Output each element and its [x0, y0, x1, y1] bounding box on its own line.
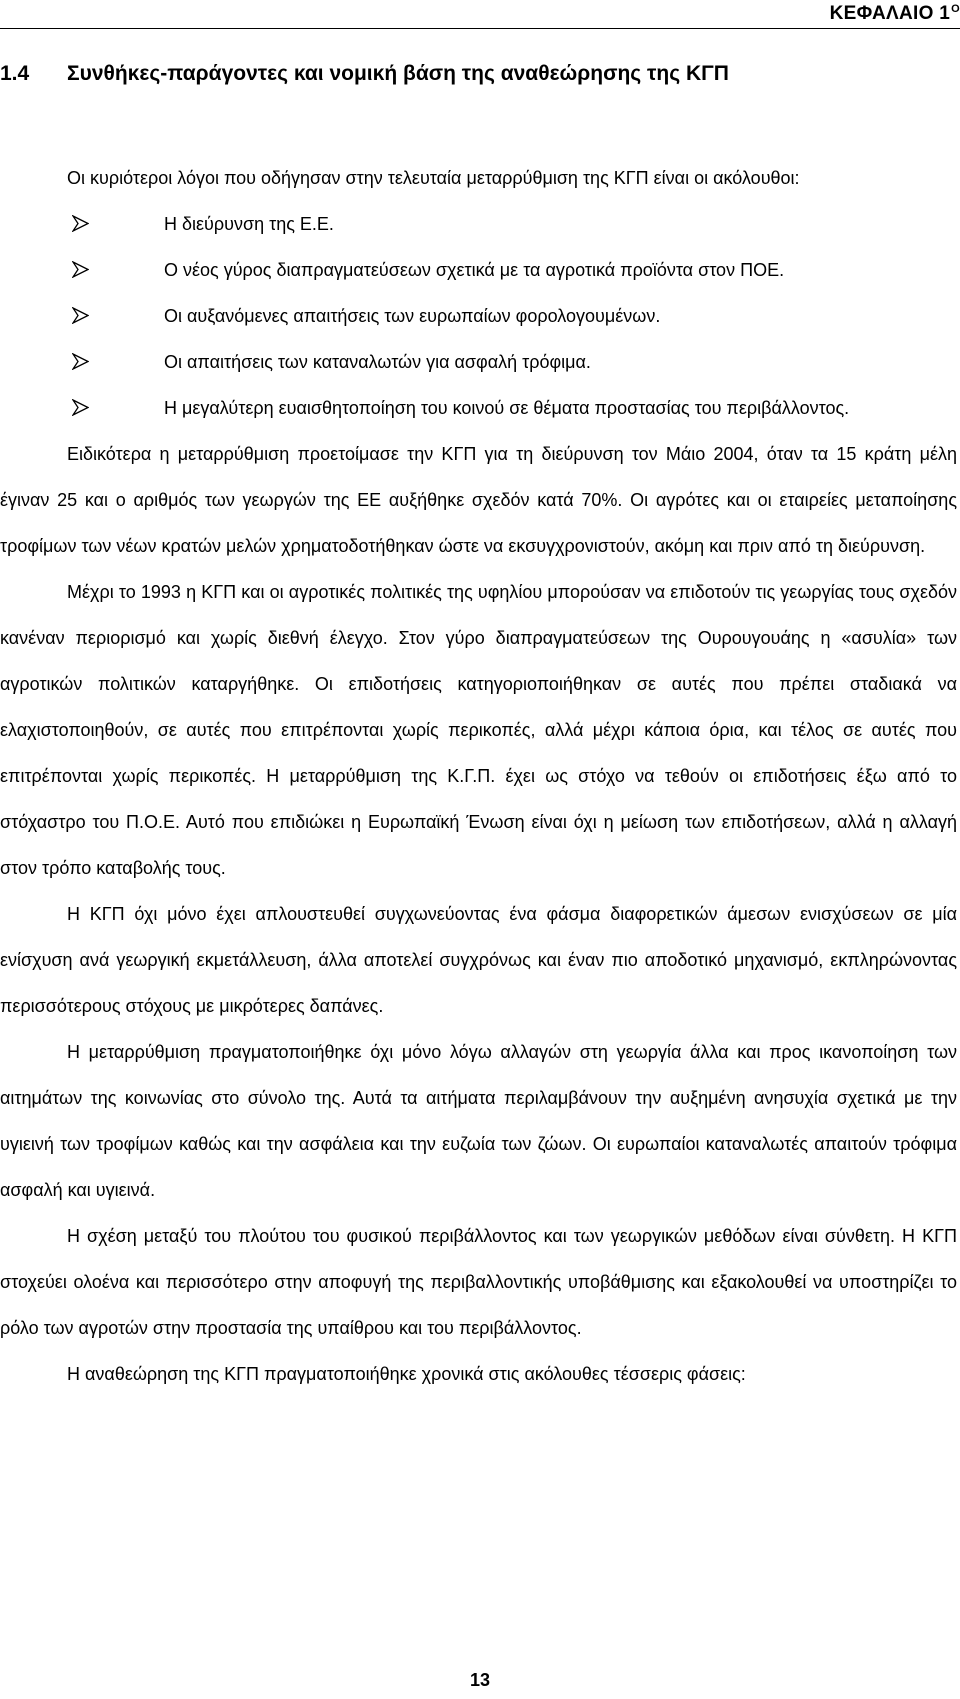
list-item — [0, 339, 957, 385]
section-title: Συνθήκες-παράγοντες και νομική βάση της αναθεώρησης της ΚΓΠ — [67, 62, 729, 85]
body-paragraph: Η μεταρρύθμιση πραγματοποιήθηκε όχι μόνο λόγω αλλαγών στη γεωργία άλλα και προς ικανοποίηση των αιτημάτων της κοινωνίας στο σύνολο της. Αυτά τα αιτήματα περιλαμβάνουν την αυξημένη ανησυχία σχετικά με την υγιεινή των τροφίμων καθώς και την ασφάλεια και την ευζωία των ζώων. Οι ευρωπαίοι καταναλωτές απαιτούν τρόφιμα ασφαλή και υγιεινά. — [0, 1042, 957, 1200]
body-paragraph: Η αναθεώρηση της ΚΓΠ πραγματοποιήθηκε χρονικά στις ακόλουθες τέσσερις φάσεις: — [67, 1364, 746, 1384]
reasons-list — [0, 201, 957, 431]
body-paragraph: Η ΚΓΠ όχι μόνο έχει απλουστευθεί συγχωνεύοντας ένα φάσμα διαφορετικών άμεσων ενισχύσεων σε μία ενίσχυση ανά γεωργική εκμετάλλευση, άλλα αποτελεί συγχρόνως και έναν πιο αποδοτικό μηχανισμό, εκπληρώνοντας περισσότερους στόχους με μικρότερες δαπάνες. — [0, 904, 957, 1016]
list-item — [0, 385, 957, 431]
arrowhead-bullet-icon — [72, 353, 89, 370]
body-paragraph: Μέχρι το 1993 η ΚΓΠ και οι αγροτικές πολιτικές της υφηλίου μπορούσαν να επιδοτούν τις γεωργίας τους σχεδόν κανέναν περιορισμό και χωρίς διεθνή έλεγχο. Στον γύρο διαπραγματεύσεων της Ουρουγουάης η «ασυλία» των αγροτικών πολιτικών καταργήθηκε. Οι επιδοτήσεις κατηγοριοποιήθηκαν σε αυτές που πρέπει σταδιακά να ελαχιστοποιηθούν, σε αυτές που επιτρέπονται χωρίς περικοπές, αλλά μέχρι κάποια όρια, και τέλος σε αυτές που επιτρέπονται χωρίς περικοπές. Η μεταρρύθμιση της Κ.Γ.Π. έχει ως στόχο να τεθούν οι επιδοτήσεις έξω από το στόχαστρο του Π.Ο.Ε. Αυτό που επιδιώκει η Ευρωπαϊκή Ένωση είναι όχι η μείωση των επιδοτήσεων, αλλά η αλλαγή στον τρόπο καταβολής τους. — [0, 582, 957, 878]
list-item-text: Οι αυξανόμενες απαιτήσεις των ευρωπαίων φορολογουμένων. — [164, 306, 661, 326]
document-body — [0, 155, 957, 1397]
arrowhead-bullet-icon — [72, 261, 89, 278]
arrowhead-bullet-icon — [72, 215, 89, 232]
section-heading — [0, 62, 729, 86]
section-number: 1.4 — [0, 62, 30, 85]
list-item — [0, 293, 957, 339]
chapter-superscript: Ο — [951, 3, 960, 15]
list-item — [0, 201, 957, 247]
list-item — [0, 247, 957, 293]
list-item-text: Οι απαιτήσεις των καταναλωτών για ασφαλή τρόφιμα. — [164, 352, 591, 372]
header-rule — [0, 28, 960, 29]
body-paragraph: Η σχέση μεταξύ του πλούτου του φυσικού περιβάλλοντος και των γεωργικών μεθόδων είναι σύνθετη. Η ΚΓΠ στοχεύει ολοένα και περισσότερο στην αποφυγή της περιβαλλοντικής υποβάθμισης και εξακολουθεί να υποστηρίζει το ρόλο των αγροτών στην προστασία της υπαίθρου και του περιβάλλοντος. — [0, 1226, 957, 1338]
arrowhead-bullet-icon — [72, 399, 89, 416]
chapter-header — [830, 3, 960, 25]
list-item-text: Η μεγαλύτερη ευαισθητοποίηση του κοινού σε θέματα προστασίας του περιβάλλοντος. — [164, 398, 850, 418]
page-number: 13 — [469, 1670, 491, 1690]
body-paragraph: Ειδικότερα η μεταρρύθμιση προετοίμασε την ΚΓΠ για τη διεύρυνση τον Μάιο 2004, όταν τα 15 κράτη μέλη έγιναν 25 και ο αριθμός των γεωργών της ΕΕ αυξήθηκε σχεδόν κατά 70%. Οι αγρότες και οι εταιρείες μεταποίησης τροφίμων των νέων κρατών μελών χρηματοδοτήθηκαν ώστε να εκσυγχρονιστούν, ακόμη και πριν από τη διεύρυνση. — [0, 444, 957, 556]
arrowhead-bullet-icon — [72, 307, 89, 324]
intro-paragraph: Οι κυριότεροι λόγοι που οδήγησαν στην τελευταία μεταρρύθμιση της ΚΓΠ είναι οι ακόλουθοι: — [67, 168, 800, 188]
chapter-label: ΚΕΦΑΛΑΙΟ 1 — [829, 3, 951, 24]
list-item-text: Ο νέος γύρος διαπραγματεύσεων σχετικά με τα αγροτικά προϊόντα στον ΠΟΕ. — [164, 260, 785, 280]
list-item-text: Η διεύρυνση της Ε.Ε. — [164, 214, 334, 234]
